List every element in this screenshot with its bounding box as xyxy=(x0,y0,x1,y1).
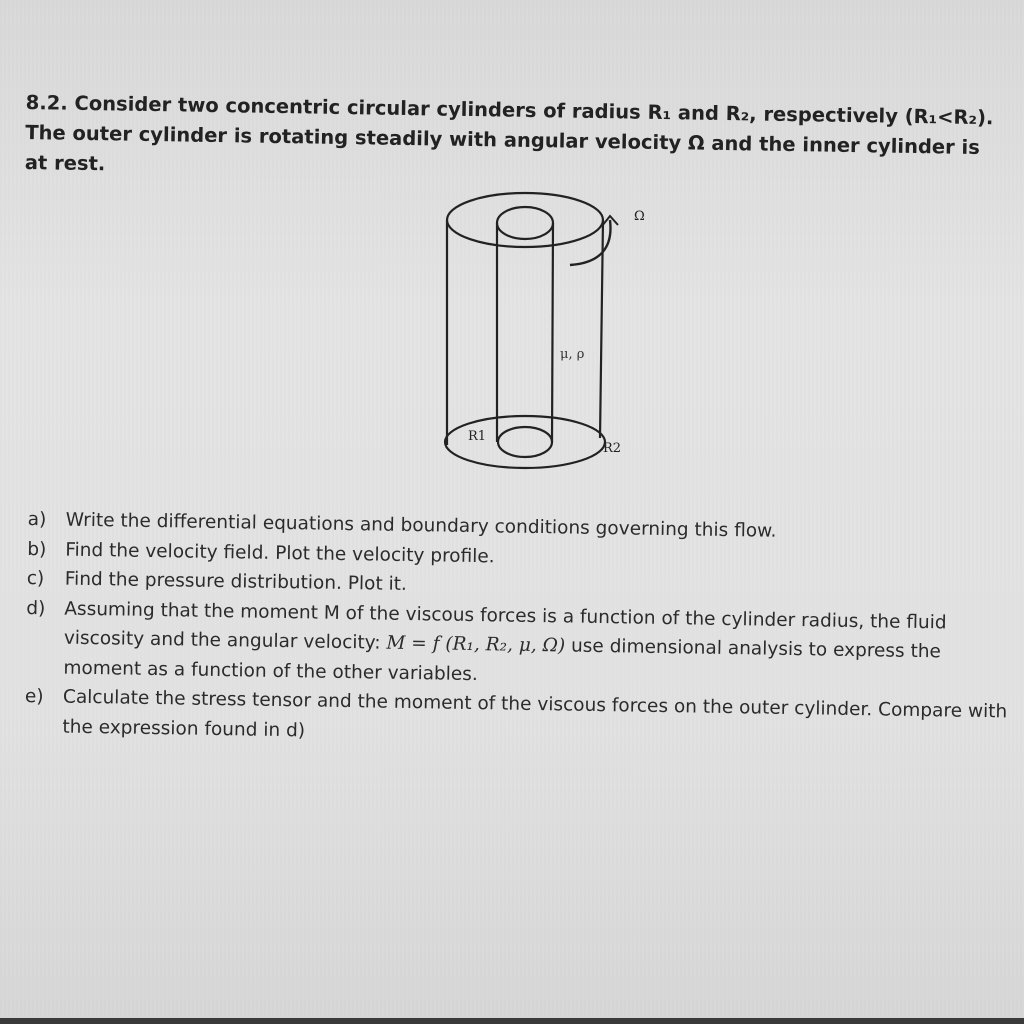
problem-text: Consider two concentric circular cylinders of radius R₁ and R₂, respectively (R₁<R₂). The outer cylinder is rotating steadily with angular velocity Ω and the inner cylinder is at rest. xyxy=(24,91,994,176)
question-text xyxy=(63,594,1016,697)
question-letter: b) xyxy=(27,538,47,560)
question-text-before: Assuming that the moment M of the viscous forces is a function of the cylinder radius, the fluid viscosity and the angular velocity: xyxy=(63,598,947,654)
question-letter: d) xyxy=(26,597,46,619)
monitor-bezel xyxy=(0,1018,1024,1024)
question-text: Calculate the stress tensor and the moment of the viscous forces on the outer cylinder. Compare with the expression found in d) xyxy=(62,686,1008,741)
problem-number: 8.2. xyxy=(25,90,68,115)
question-text-after: use dimensional analysis to express the moment as a function of the other variables. xyxy=(63,635,942,685)
cylinders-diagram xyxy=(430,190,660,480)
inner-cylinder-bottom xyxy=(498,427,552,457)
r2-label: R2 xyxy=(603,441,622,456)
question-list xyxy=(24,505,1018,757)
question-text: Find the pressure distribution. Plot it. xyxy=(64,568,407,595)
question-text: Write the differential equations and boundary conditions governing this flow. xyxy=(65,509,777,542)
fluid-properties-label: μ, ρ xyxy=(560,347,585,362)
r1-label: R1 xyxy=(468,429,487,444)
question-letter: a) xyxy=(27,508,47,531)
omega-label: Ω xyxy=(634,209,645,224)
inner-cylinder-top xyxy=(497,207,553,239)
question-letter: c) xyxy=(26,567,45,590)
cylinders-figure xyxy=(430,190,660,480)
moment-formula: M = f (R₁, R₂, μ, Ω) xyxy=(386,632,566,657)
problem-statement xyxy=(25,88,1006,193)
question-d xyxy=(25,593,1016,697)
question-text: Find the velocity field. Plot the velocity profile. xyxy=(65,539,495,567)
rotation-arrow xyxy=(570,220,611,265)
question-letter: e) xyxy=(24,685,44,708)
inner-cylinder-right-wall xyxy=(552,223,553,442)
